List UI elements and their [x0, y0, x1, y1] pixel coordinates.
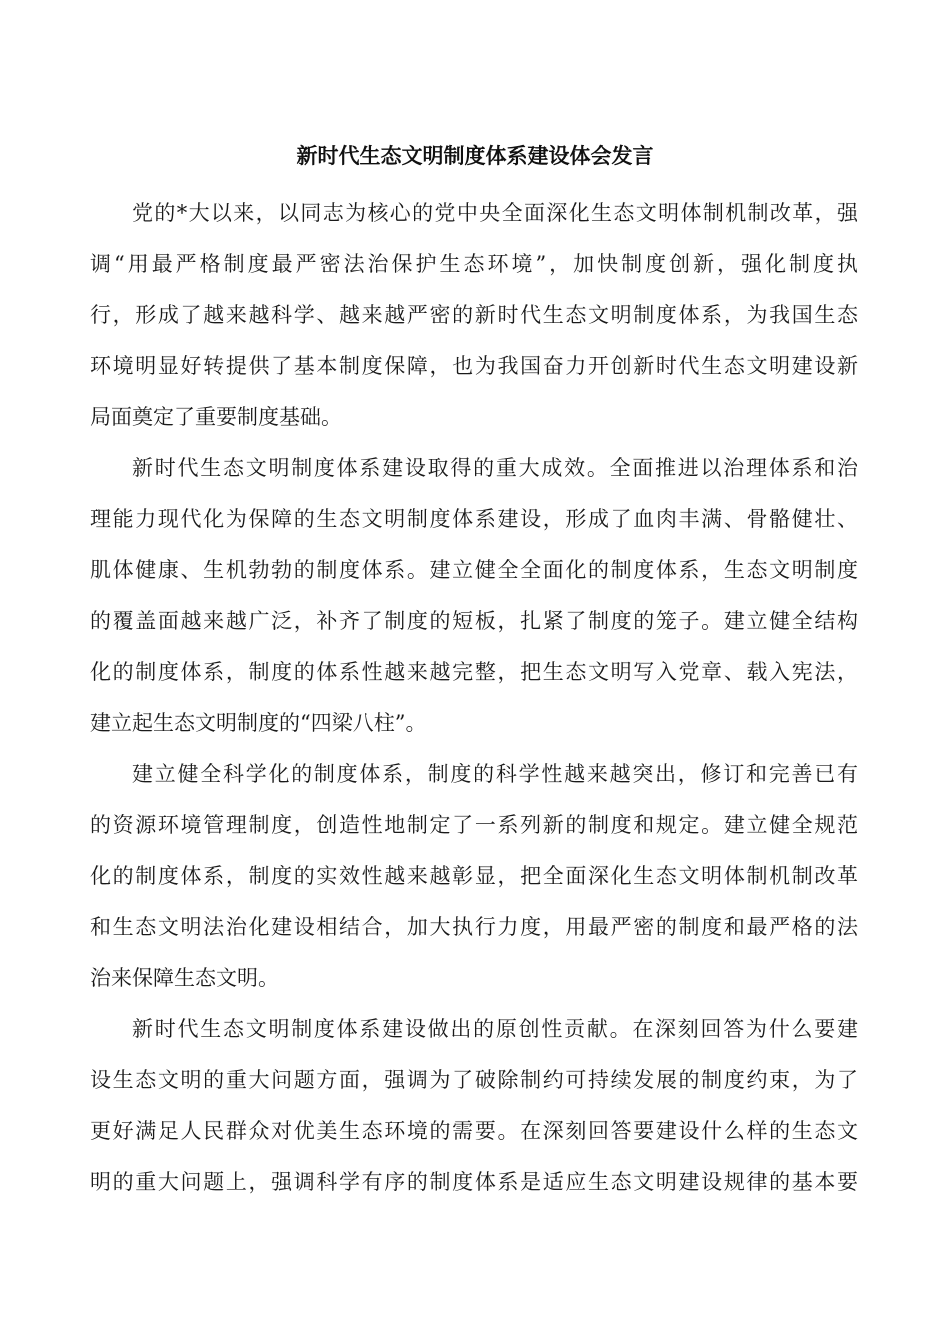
paragraph [90, 188, 858, 443]
text-line: 行，形成了越来越科学、越来越严密的新时代生态文明制度体系，为我国生态 [90, 303, 858, 327]
text-line: 调“用最严格制度最严密法治保护生态环境”，加快制度创新，强化制度执 [90, 252, 858, 276]
text-line: 设生态文明的重大问题方面，强调为了破除制约可持续发展的制度约束，为了 [90, 1068, 858, 1092]
text-line: 治来保障生态文明。 [90, 966, 279, 990]
text-line: 明的重大问题上，强调科学有序的制度体系是适应生态文明建设规律的基本要 [90, 1170, 858, 1194]
text-line: 环境明显好转提供了基本制度保障，也为我国奋力开创新时代生态文明建设新 [90, 354, 858, 378]
text-line: 更好满足人民群众对优美生态环境的需要。在深刻回答要建设什么样的生态文 [90, 1119, 858, 1143]
text-line: 新时代生态文明制度体系建设做出的原创性贡献。在深刻回答为什么要建 [132, 1017, 858, 1041]
document-title: 新时代生态文明制度体系建设体会发言 [296, 143, 654, 168]
text-line: 肌体健康、生机勃勃的制度体系。建立健全全面化的制度体系，生态文明制度 [90, 558, 858, 582]
text-line: 的覆盖面越来越广泛，补齐了制度的短板，扎紧了制度的笼子。建立健全结构 [90, 609, 858, 633]
paragraph [90, 443, 858, 749]
text-line: 化的制度体系，制度的体系性越来越完整，把生态文明写入党章、载入宪法， [90, 660, 858, 684]
paragraph [90, 749, 858, 1004]
document-body [90, 188, 858, 1208]
text-line: 党的*大以来，以同志为核心的党中央全面深化生态文明体制机制改革，强 [132, 201, 858, 225]
text-line: 的资源环境管理制度，创造性地制定了一系列新的制度和规定。建立健全规范 [90, 813, 858, 837]
paragraph [90, 1004, 858, 1208]
text-line: 新时代生态文明制度体系建设取得的重大成效。全面推进以治理体系和治 [132, 456, 858, 480]
text-line: 建立起生态文明制度的“四梁八柱”。 [90, 711, 427, 735]
text-line: 建立健全科学化的制度体系，制度的科学性越来越突出，修订和完善已有 [132, 762, 858, 786]
text-line: 和生态文明法治化建设相结合，加大执行力度，用最严密的制度和最严格的法 [90, 915, 858, 939]
text-line: 化的制度体系，制度的实效性越来越彰显，把全面深化生态文明体制机制改革 [90, 864, 858, 888]
text-line: 局面奠定了重要制度基础。 [90, 405, 342, 429]
text-line: 理能力现代化为保障的生态文明制度体系建设，形成了血肉丰满、骨骼健壮、 [90, 507, 858, 531]
